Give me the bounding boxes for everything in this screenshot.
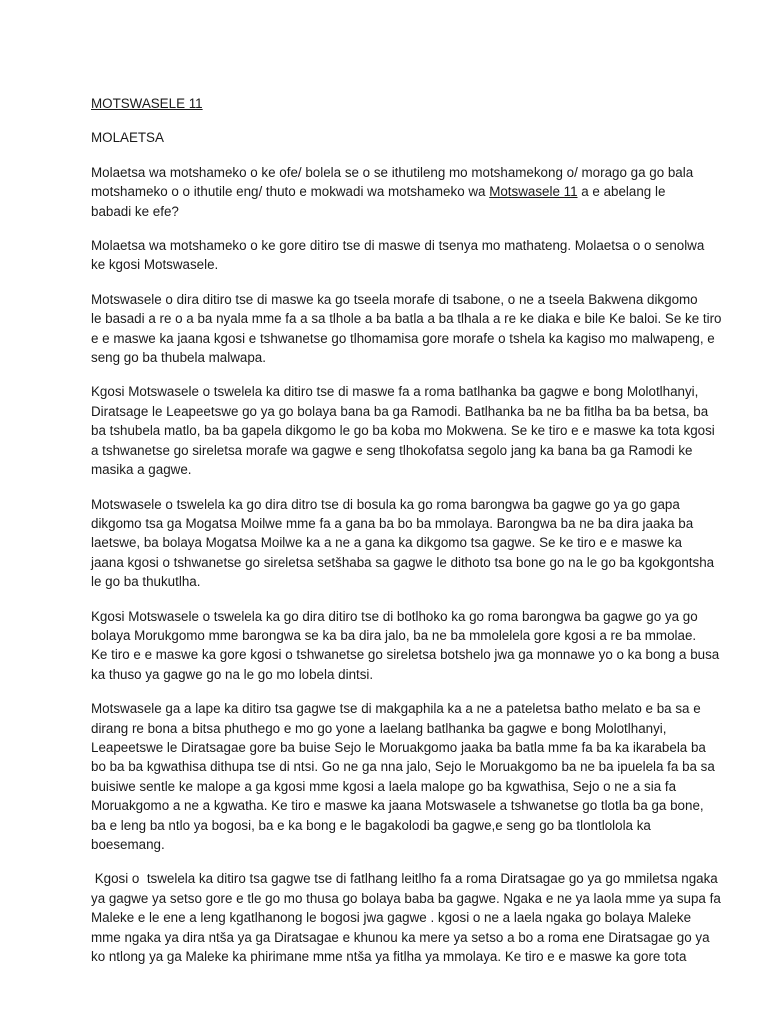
paragraph-3 <box>91 290 722 368</box>
paragraph-7 <box>91 699 715 854</box>
paragraph-line: Leapeetswe le Diratsagae gore ba buise Sejo le Moruakgomo jaaka ba batla mme fa ba ka ikarabela ba <box>91 739 706 755</box>
paragraph-4 <box>91 382 715 479</box>
paragraph-line: Maleke e le ene a leng kgatlhanong le bogosi jwa gagwe . kgosi o ne a laela ngaka go bolaya Maleke <box>91 910 692 926</box>
paragraph-line: Motswasele o tswelela ka go dira ditro tse di bosula ka go roma barongwa ba gagwe go ya go gapa <box>91 496 680 512</box>
paragraph-line: mme ngaka ya dira ntša ya ga Diratsagae e khunou ka mere ya setso a bo a roma ene Diratsagae go ya <box>91 929 710 945</box>
paragraph-line: ke kgosi Motswasele. <box>91 257 219 273</box>
paragraph-line: Molaetsa wa motshameko o ke ofe/ bolela se o se ithutileng mo motshamekong o/ morago ga go bala <box>91 164 694 180</box>
paragraph-line: babadi ke efe? <box>91 203 179 219</box>
paragraph-line: le go ba thukutlha. <box>91 574 201 590</box>
motswasele-11-link[interactable]: Motswasele 11 <box>489 184 578 200</box>
paragraph-line: ba e leng ba ntlo ya bogosi, ba e ka bong e le bagakolodi ba gagwe,e seng go ba tlontlolola ka <box>91 817 651 833</box>
paragraph-2 <box>91 236 705 275</box>
paragraph-line: ko ntlong ya ga Maleke ka phirimane mme ntša ya fitlha ya mmolaya. Ke tiro e e maswe ka gore tota <box>91 949 687 965</box>
paragraph-line: Motswasele ga a lape ka ditiro tsa gagwe tse di makgaphila ka a ne a pateletsa batho melato e ba sa e <box>91 701 701 717</box>
paragraph-line: Kgosi o tswelela ka ditiro tsa gagwe tse di fatlhang leitlho fa a roma Diratsagae go ya go mmiletsa ngaka <box>91 871 718 887</box>
paragraph-line: boesemang. <box>91 837 165 852</box>
paragraph-line <box>91 182 691 201</box>
paragraph-line: laetswe, ba bolaya Mogatsa Moilwe ka a ne a gana ka dikgomo tsa gagwe. Se ke tiro e e maswe ka <box>91 535 683 551</box>
paragraph-line: e e maswe ka jaana kgosi e tshwanetse go tlhomamisa gore morafe o tshela ka kagiso mo malwapeng, e <box>91 330 715 346</box>
paragraph-line: buisiwe sentle ke malope a ga kgosi mme kgosi a laela malope go ba kgwathisa, Sejo o ne a sia fa <box>91 778 677 794</box>
paragraph-line: a tshwanetse go sireletsa morafe wa gagwe e seng tlhokofatsa segolo jang ka bana ba ga Ramodi ke <box>91 442 693 458</box>
paragraph-line: Molaetsa wa motshameko o ke gore ditiro tse di maswe di tsenya mo mathateng. Molaetsa o o senolwa <box>91 238 705 254</box>
paragraph-line: bolaya Morukgomo mme barongwa se ka ba dira jalo, ba ne ba mmolelela gore kgosi a re ba mmolae. <box>91 627 697 643</box>
paragraph-1 <box>91 163 694 221</box>
paragraph-text: a e abelang le <box>577 184 666 200</box>
paragraph-line: dikgomo tsa ga Mogatsa Moilwe mme fa a gana ba bo ba mmolaya. Barongwa ba ne ba dira jaaka ba <box>91 515 694 531</box>
paragraph-line: ya gagwe ya setso gore e tle go mo thusa go bolaya baba ba gagwe. Ngaka e ne ya laola mme ya supa fa <box>91 890 721 906</box>
paragraph-line: le basadi a re o a ba nyala mme fa a sa tlhole a ba batla a ba tlhala a re ke diaka e bile Ke baloi. Se ke tiro <box>91 311 722 327</box>
paragraph-line: masika a gagwe. <box>91 462 192 478</box>
paragraph-line: Diratsage le Leapeetswe go ya go bolaya bana ba ga Ramodi. Batlhanka ba ne ba fitlha ba ba betsa, ba <box>91 403 709 419</box>
paragraph-line: Ke tiro e e maswe ka gore kgosi o tshwanetse go sireletsa botshelo jwa ga monnawe yo o ka bong a busa <box>91 647 720 663</box>
paragraph-line: Motswasele o dira ditiro tse di maswe ka go tseela morafe di tsabone, o ne a tseela Bakwena dikgomo <box>91 291 698 307</box>
paragraph-line: bo ba ba kgwathisa dithupa tse di ntsi. Go ne ga nna jalo, Sejo le Moruakgomo ba ne ba ipuelela fa ba sa <box>91 759 715 775</box>
paragraph-line: ka thuso ya gagwe go na le go mo lobela dintsi. <box>91 666 374 682</box>
paragraph-line: seng go ba thubela malwapa. <box>91 350 266 366</box>
document-title: MOTSWASELE 11 <box>91 96 203 111</box>
paragraph-line: Kgosi Motswasele o tswelela ka go dira ditiro tse di botlhoko ka go roma barongwa ba gagwe go ya go <box>91 608 698 624</box>
paragraph-line: ba tshubela matlo, ba ba gapela dikgomo le go ba koba mo Mokwena. Se ke tiro e e maswe ka tota kgosi <box>91 423 715 439</box>
paragraph-6 <box>91 607 720 685</box>
document-body <box>91 94 722 981</box>
paragraph-8 <box>91 869 721 966</box>
paragraph-line: dirang re bona a bitsa phuthego e mo go yone a laelang batlhanka ba gagwe e bong Molotlhanyi, <box>91 720 667 736</box>
paragraph-5 <box>91 495 715 592</box>
paragraph-text: motshameko o o ithutile eng/ thuto e mokwadi wa motshameko wa <box>91 184 490 200</box>
paragraph-line: Moruakgomo a ne a kgwatha. Ke tiro e maswe ka jaana Motswasele a tshwanetse go tlotla ba ga bone, <box>91 798 704 814</box>
paragraph-line: Kgosi Motswasele o tswelela ka ditiro tse di maswe fa a roma batlhanka ba gagwe e bong Molotlhanyi, <box>91 384 699 400</box>
document-subtitle: MOLAETSA <box>91 130 164 146</box>
paragraph-line: jaana kgosi o tshwanetse go sireletsa setšhaba sa gagwe le dithoto tsa bone go na le go ba kgokgontsha <box>91 554 715 570</box>
